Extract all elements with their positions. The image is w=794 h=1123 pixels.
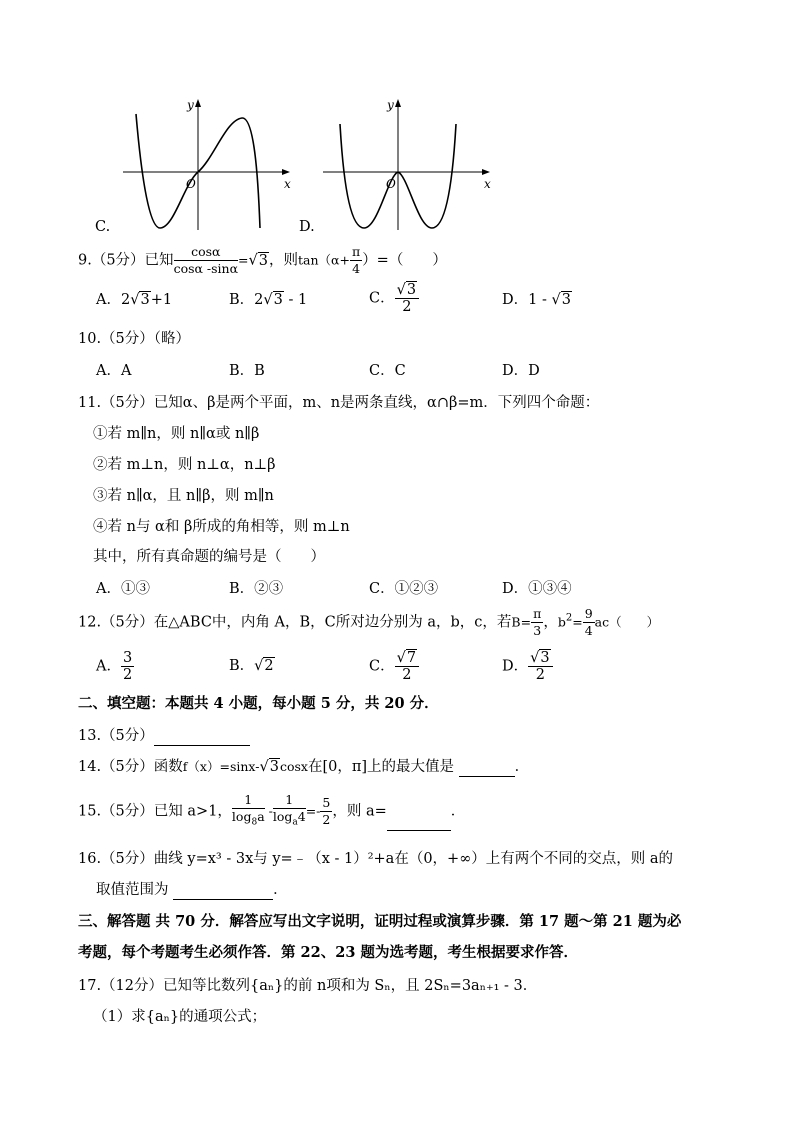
q9-option-b: B．2√3 - 1: [229, 292, 308, 308]
q9-option-c: C． $\frac{√3}{2}$: [369, 282, 419, 315]
section-2-heading: 二、填空题：本题共 4 小题，每小题 5 分，共 20 分．: [78, 695, 439, 712]
q14-answer-blank[interactable]: [459, 760, 515, 777]
x-label: x: [484, 177, 491, 191]
q10-option-d: D．D: [502, 363, 540, 379]
sqrt-icon: √: [551, 292, 561, 308]
option-d-label: D.: [299, 219, 315, 235]
q12-nine-fourths: $\frac{9}{4}$: [584, 606, 593, 638]
graph-d: [318, 94, 498, 234]
q11-ask: 其中，所有真命题的编号是（ ）: [93, 549, 325, 565]
option-c-label: C.: [95, 219, 111, 235]
q9-option-d: D．1 - √3: [502, 292, 571, 308]
sqrt-icon: √: [259, 759, 269, 775]
question-12: 12.（5分）在△ABC中，内角 A，B，C所对边分别为 a，b，c，若B= $\frac{\pi}{3}$ ，$b^2=$ $\frac{9}{4}$ ac（ ）: [78, 606, 660, 638]
graph-c: [118, 94, 298, 234]
q9-prefix: 9.（5分）已知: [78, 252, 174, 269]
question-16-line1: 16.（5分）曲线 y=x³ - 3x与 y=﹣（x - 1）²+a在（0，+∞）上有两个不同的交点，则 a的: [78, 851, 674, 867]
y-axis-arrow: [395, 99, 401, 107]
origin-label: O: [386, 177, 396, 191]
sqrt-icon: √: [396, 650, 406, 666]
q12-option-c: C． $\frac{√7}{2}$: [369, 650, 419, 683]
sqrt-icon: √: [263, 292, 273, 308]
x-axis-arrow: [282, 169, 290, 175]
q10-option-c: C．C: [369, 363, 406, 379]
question-9: 9.（5分）已知 $\frac{\cos\alpha}{\cos\alpha -\sin\alpha}$ =√3，则tan（α+ $\frac{\pi}{4}$ ）=（ ）: [78, 244, 447, 276]
q12-option-d: D． $\frac{√3}{2}$: [502, 650, 553, 683]
section-3-heading-line2: 考题，每个考题考生必须作答．第 22、23 题为选考题，考生根据要求作答．: [78, 944, 578, 961]
q9-pi-fraction: $\frac{\pi}{4}$: [351, 244, 361, 276]
q10-option-b: B．B: [229, 363, 265, 379]
q12-option-a: A． $\frac{3}{2}$: [96, 650, 133, 683]
x-axis-arrow: [482, 169, 490, 175]
sqrt-icon: √: [254, 658, 264, 674]
q9-option-a: A．2√3+1: [96, 292, 173, 308]
question-14: 14.（5分）函数f（x）=sinx-√3cosx在[0，π]上的最大值是 ．: [78, 759, 530, 775]
question-15: 15.（5分）已知 a>1， $\frac{1}{\log_8a}$ - $\frac{1}{\log_a4}$ =- $\frac{5}{2}$ ，则 a= ．: [78, 792, 465, 831]
q13-answer-blank[interactable]: [154, 729, 250, 746]
question-10: 10.（5分）（略）: [78, 331, 191, 347]
section-3-heading-line1: 三、解答题 共 70 分．解答应写出文字说明，证明过程或演算步骤．第 17 题～第 21 题为必: [78, 913, 682, 930]
q15-answer-blank[interactable]: [387, 814, 451, 831]
q11-statement-3: ③若 n∥α，且 n∥β，则 m∥n: [93, 488, 274, 504]
q11-statement-2: ②若 m⊥n，则 n⊥α，n⊥β: [93, 457, 276, 473]
q11-option-a: A．①③: [96, 581, 150, 597]
question-16-line2: 取值范围为 ．: [96, 882, 288, 898]
question-13: 13.（5分）: [78, 726, 250, 746]
q12-option-b: B．√2: [229, 658, 274, 674]
x-label: x: [284, 177, 291, 191]
q12-pi-fraction: $\frac{\pi}{3}$: [533, 606, 542, 638]
q11-option-b: B．②③: [229, 581, 284, 597]
question-11: 11.（5分）已知α、β是两个平面，m、n是两条直线，α∩β=m．下列四个命题：: [78, 395, 600, 411]
q11-statement-1: ①若 m∥n，则 n∥α或 n∥β: [93, 426, 260, 442]
y-label: y: [187, 98, 194, 112]
q9-fraction: $\frac{\cos\alpha}{\cos\alpha -\sin\alpha}$: [173, 244, 239, 276]
y-axis-arrow: [195, 99, 201, 107]
q10-option-a: A．A: [96, 363, 132, 379]
sqrt-icon: √: [130, 292, 140, 308]
sqrt-icon: √: [396, 282, 406, 298]
q11-option-c: C．①②③: [369, 581, 439, 597]
question-17: 17.（12分）已知等比数列{aₙ}的前 n项和为 Sₙ，且 2Sₙ=3aₙ₊₁ - 3．: [78, 978, 538, 994]
y-label: y: [387, 98, 394, 112]
sqrt-icon: √: [248, 252, 258, 269]
origin-label: O: [186, 177, 196, 191]
q16-answer-blank[interactable]: [173, 883, 273, 900]
q11-option-d: D．①③④: [502, 581, 572, 597]
q11-statement-4: ④若 n与 α和 β所成的角相等，则 m⊥n: [93, 519, 350, 535]
sqrt-icon: √: [530, 650, 540, 666]
question-17-part-1: （1）求{aₙ}的通项公式；: [93, 1009, 267, 1025]
